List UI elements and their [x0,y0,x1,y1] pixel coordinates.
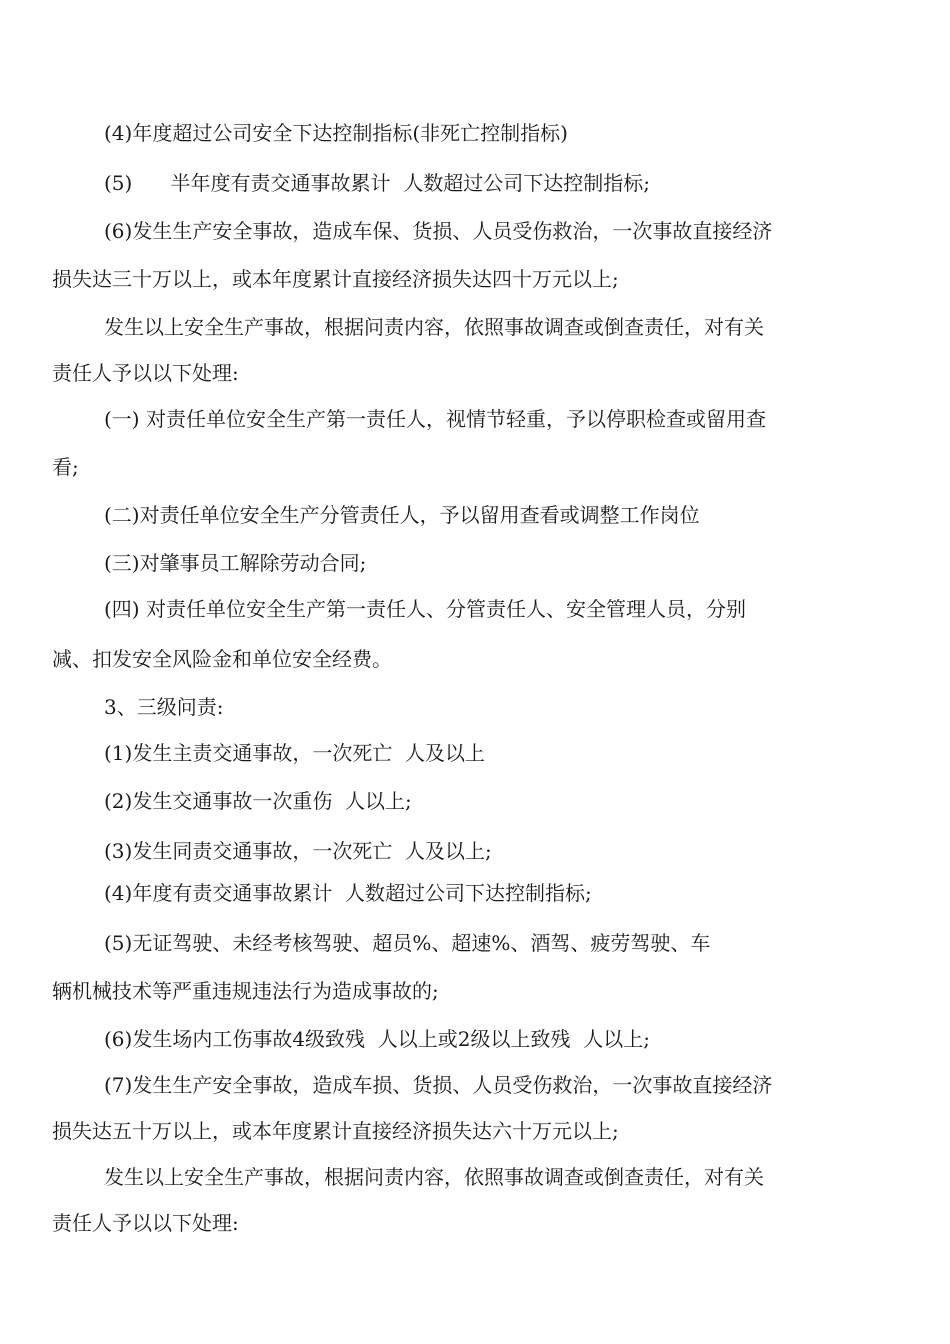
text-line: 发生以上安全生产事故，根据问责内容，依照事故调查或倒查责任，对有关 [104,315,764,339]
text-line: 损失达三十万以上，或本年度累计直接经济损失达四十万元以上; [52,267,619,291]
text-line: 损失达五十万以上，或本年度累计直接经济损失达六十万元以上; [52,1119,619,1143]
text-line: (5) 半年度有责交通事故累计 人数超过公司下达控制指标; [104,171,650,195]
text-line: (1)发生主责交通事故，一次死亡 人及以上 [104,741,486,765]
text-line: 责任人予以以下处理: [52,361,239,385]
text-line: (4)年度有责交通事故累计 人数超过公司下达控制指标; [104,881,592,905]
text-line: (5)无证驾驶、未经考核驾驶、超员%、超速%、酒驾、疲劳驾驶、车 [104,931,711,955]
text-line: (三)对肇事员工解除劳动合同; [104,551,367,575]
text-line: 发生以上安全生产事故，根据问责内容，依照事故调查或倒查责任，对有关 [104,1165,764,1189]
section-heading: 3、三级问责: [104,695,224,719]
text-line: (4)年度超过公司安全下达控制指标(非死亡控制指标) [104,121,568,145]
text-line: (3)发生同责交通事故，一次死亡 人及以上; [104,839,492,863]
text-line: (四) 对责任单位安全生产第一责任人、分管责任人、安全管理人员，分别 [104,597,746,621]
text-line: (6)发生场内工伤事故4级致残 人以上或2级以上致残 人以上; [104,1027,650,1051]
text-line: (7)发生生产安全事故，造成车损、货损、人员受伤救治，一次事故直接经济 [104,1073,773,1097]
text-line: (2)发生交通事故一次重伤 人以上; [104,789,412,813]
text-line: (一) 对责任单位安全生产第一责任人，视情节轻重，予以停职检查或留用查 [104,407,766,431]
text-line: 辆机械技术等严重违规违法行为造成事故的; [52,979,439,1003]
text-line: (6)发生生产安全事故，造成车保、货损、人员受伤救治，一次事故直接经济 [104,219,773,243]
text-line: (二)对责任单位安全生产分管责任人，予以留用查看或调整工作岗位 [104,503,700,527]
text-line: 减、扣发安全风险金和单位安全经费。 [52,647,392,671]
text-line: 责任人予以以下处理: [52,1211,239,1235]
text-line: 看; [52,455,79,479]
